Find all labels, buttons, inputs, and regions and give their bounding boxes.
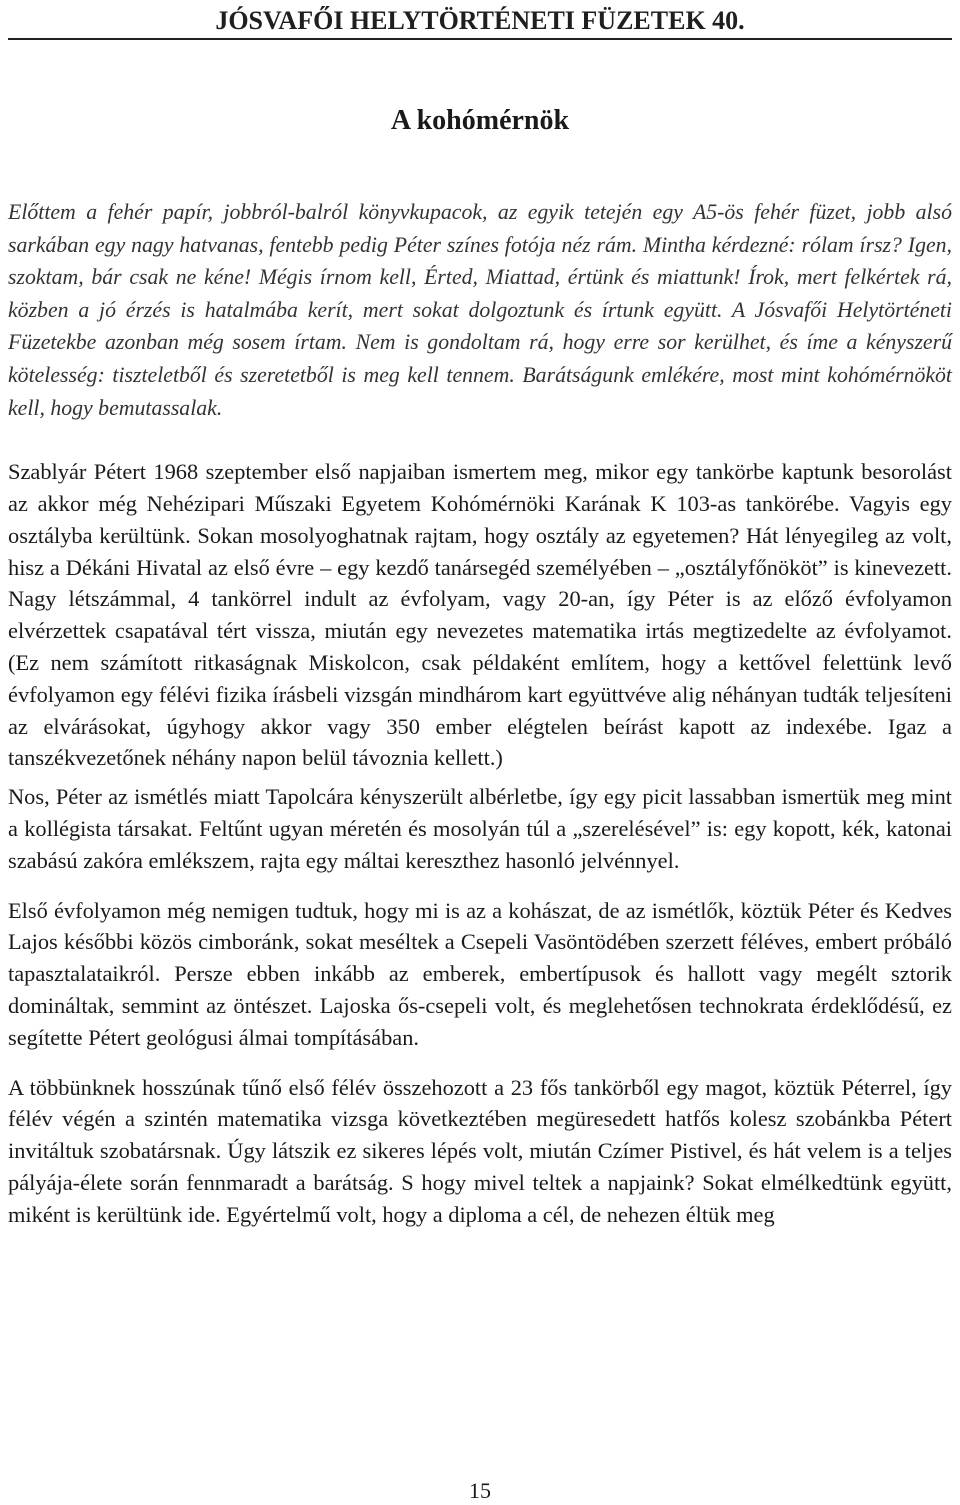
- document-page: [8, 0, 952, 1230]
- intro-paragraph: Előttem a fehér papír, jobbról-balról könyvkupacok, az egyik tetején egy A5-ös fehér füzet, jobb alsó sarkában egy nagy hatvanas, fentebb pedig Péter színes fotója néz rám. Mintha kérdezné: rólam írsz? Igen, szoktam, bár csak ne kéne! Mégis írnom kell, Érted, Miattad, értünk és miattunk! Írok, mert felkértek rá, közben a jó érzés is hatalmába kerít, mert sokat dolgoztunk és írtunk együtt. A Jósvafői Helytörténeti Füzetekbe azonban még sosem írtam. Nem is gondoltam rá, hogy erre sor kerülhet, és íme a kényszerű kötelesség: tiszteletből és szeretetből is meg kell tennem. Barátságunk emlékére, most mint kohómérnököt kell, hogy bemutassalak.: [8, 200, 952, 420]
- header-divider: [8, 38, 952, 40]
- page-number: 15: [469, 1478, 491, 1503]
- article-title: A kohómérnök: [390, 105, 570, 136]
- running-header-title: JÓSVAFŐI HELYTÖRTÉNETI FÜZETEK 40.: [215, 6, 745, 35]
- body-paragraph: Nos, Péter az ismétlés miatt Tapolcára kényszerült albérletbe, így egy picit lassabban ismertük meg mint a kollégista társakat. Feltűnt ugyan méretén és mosolyán túl a „szerelésével” is: egy kopott, kék, katonai szabású zakóra emlékszem, rajta egy máltai kereszthez hasonló jelvénnyel.: [8, 784, 952, 873]
- body-paragraph: Első évfolyamon még nemigen tudtuk, hogy mi is az a kohászat, de az ismétlők, köztük Péter és Kedves Lajos későbbi közös cimboránk, sokat meséltek a Csepeli Vasöntödében szerzett féléves, embert próbáló tapasztalataikról. Persze ebben inkább az emberek, embertípusok és hallott vagy megélt sztorik domináltak, semmint az öntészet. Lajoska ős-csepeli volt, és meglehetősen technokrata érdeklődésű, ez segítette Pétert geológusi álmai tompításában.: [8, 897, 952, 1050]
- body-paragraph: Szablyár Pétert 1968 szeptember első napjaiban ismertem meg, mikor egy tankörbe kaptunk besorolást az akkor még Nehézipari Műszaki Egyetem Kohómérnöki Karának K 103-as tankörébe. Vagyis egy osztályba kerültünk. Sokan mosolyoghatnak rajtam, hogy osztály az egyetemen? Hát lényegileg az volt, hisz a Dékáni Hivatal az első évre – egy kezdő tanársegéd személyében – „osztályfőnököt” is kinevezett. Nagy létszámmal, 4 tankörrel indult az évfolyam, vagy 20-an, így Péter is az előző évfolyamon elvérzettek csapatával tért vissza, miután egy nevezetes matematika irtás megtizedelte az évfolyamot. (Ez nem számított ritkaságnak Miskolcon, csak példaként említem, hogy a kettővel felettünk levő évfolyamon egy félévi fizika írásbeli vizsgán mindhárom kart együttvéve alig néhányan tudták teljesíteni az elvárásokat, úgyhogy akkor vagy 350 ember elégtelen beírást kapott az indexébe. Igaz a tanszékvezetőnek néhány napon belül távoznia kellett.): [8, 459, 952, 771]
- running-header: [8, 6, 952, 36]
- body-paragraph: A többünknek hosszúnak tűnő első félév összehozott a 23 fős tankörből egy magot, köztük Péterrel, így félév végén a szintén matematika vizsga következtében megüresedett hatfős kolesz szobánkba Pétert invitáltuk szobatársnak. Úgy látszik ez sikeres lépés volt, miután Czímer Pistivel, és hát velem is a teljes pályája-élete során fennmaradt a barátság. S hogy mivel teltek a napjaink? Sokat elmélkedtünk együtt, miként is kerültünk ide. Egyértelmű volt, hogy a diploma a cél, de nehezen éltük meg: [8, 1074, 952, 1227]
